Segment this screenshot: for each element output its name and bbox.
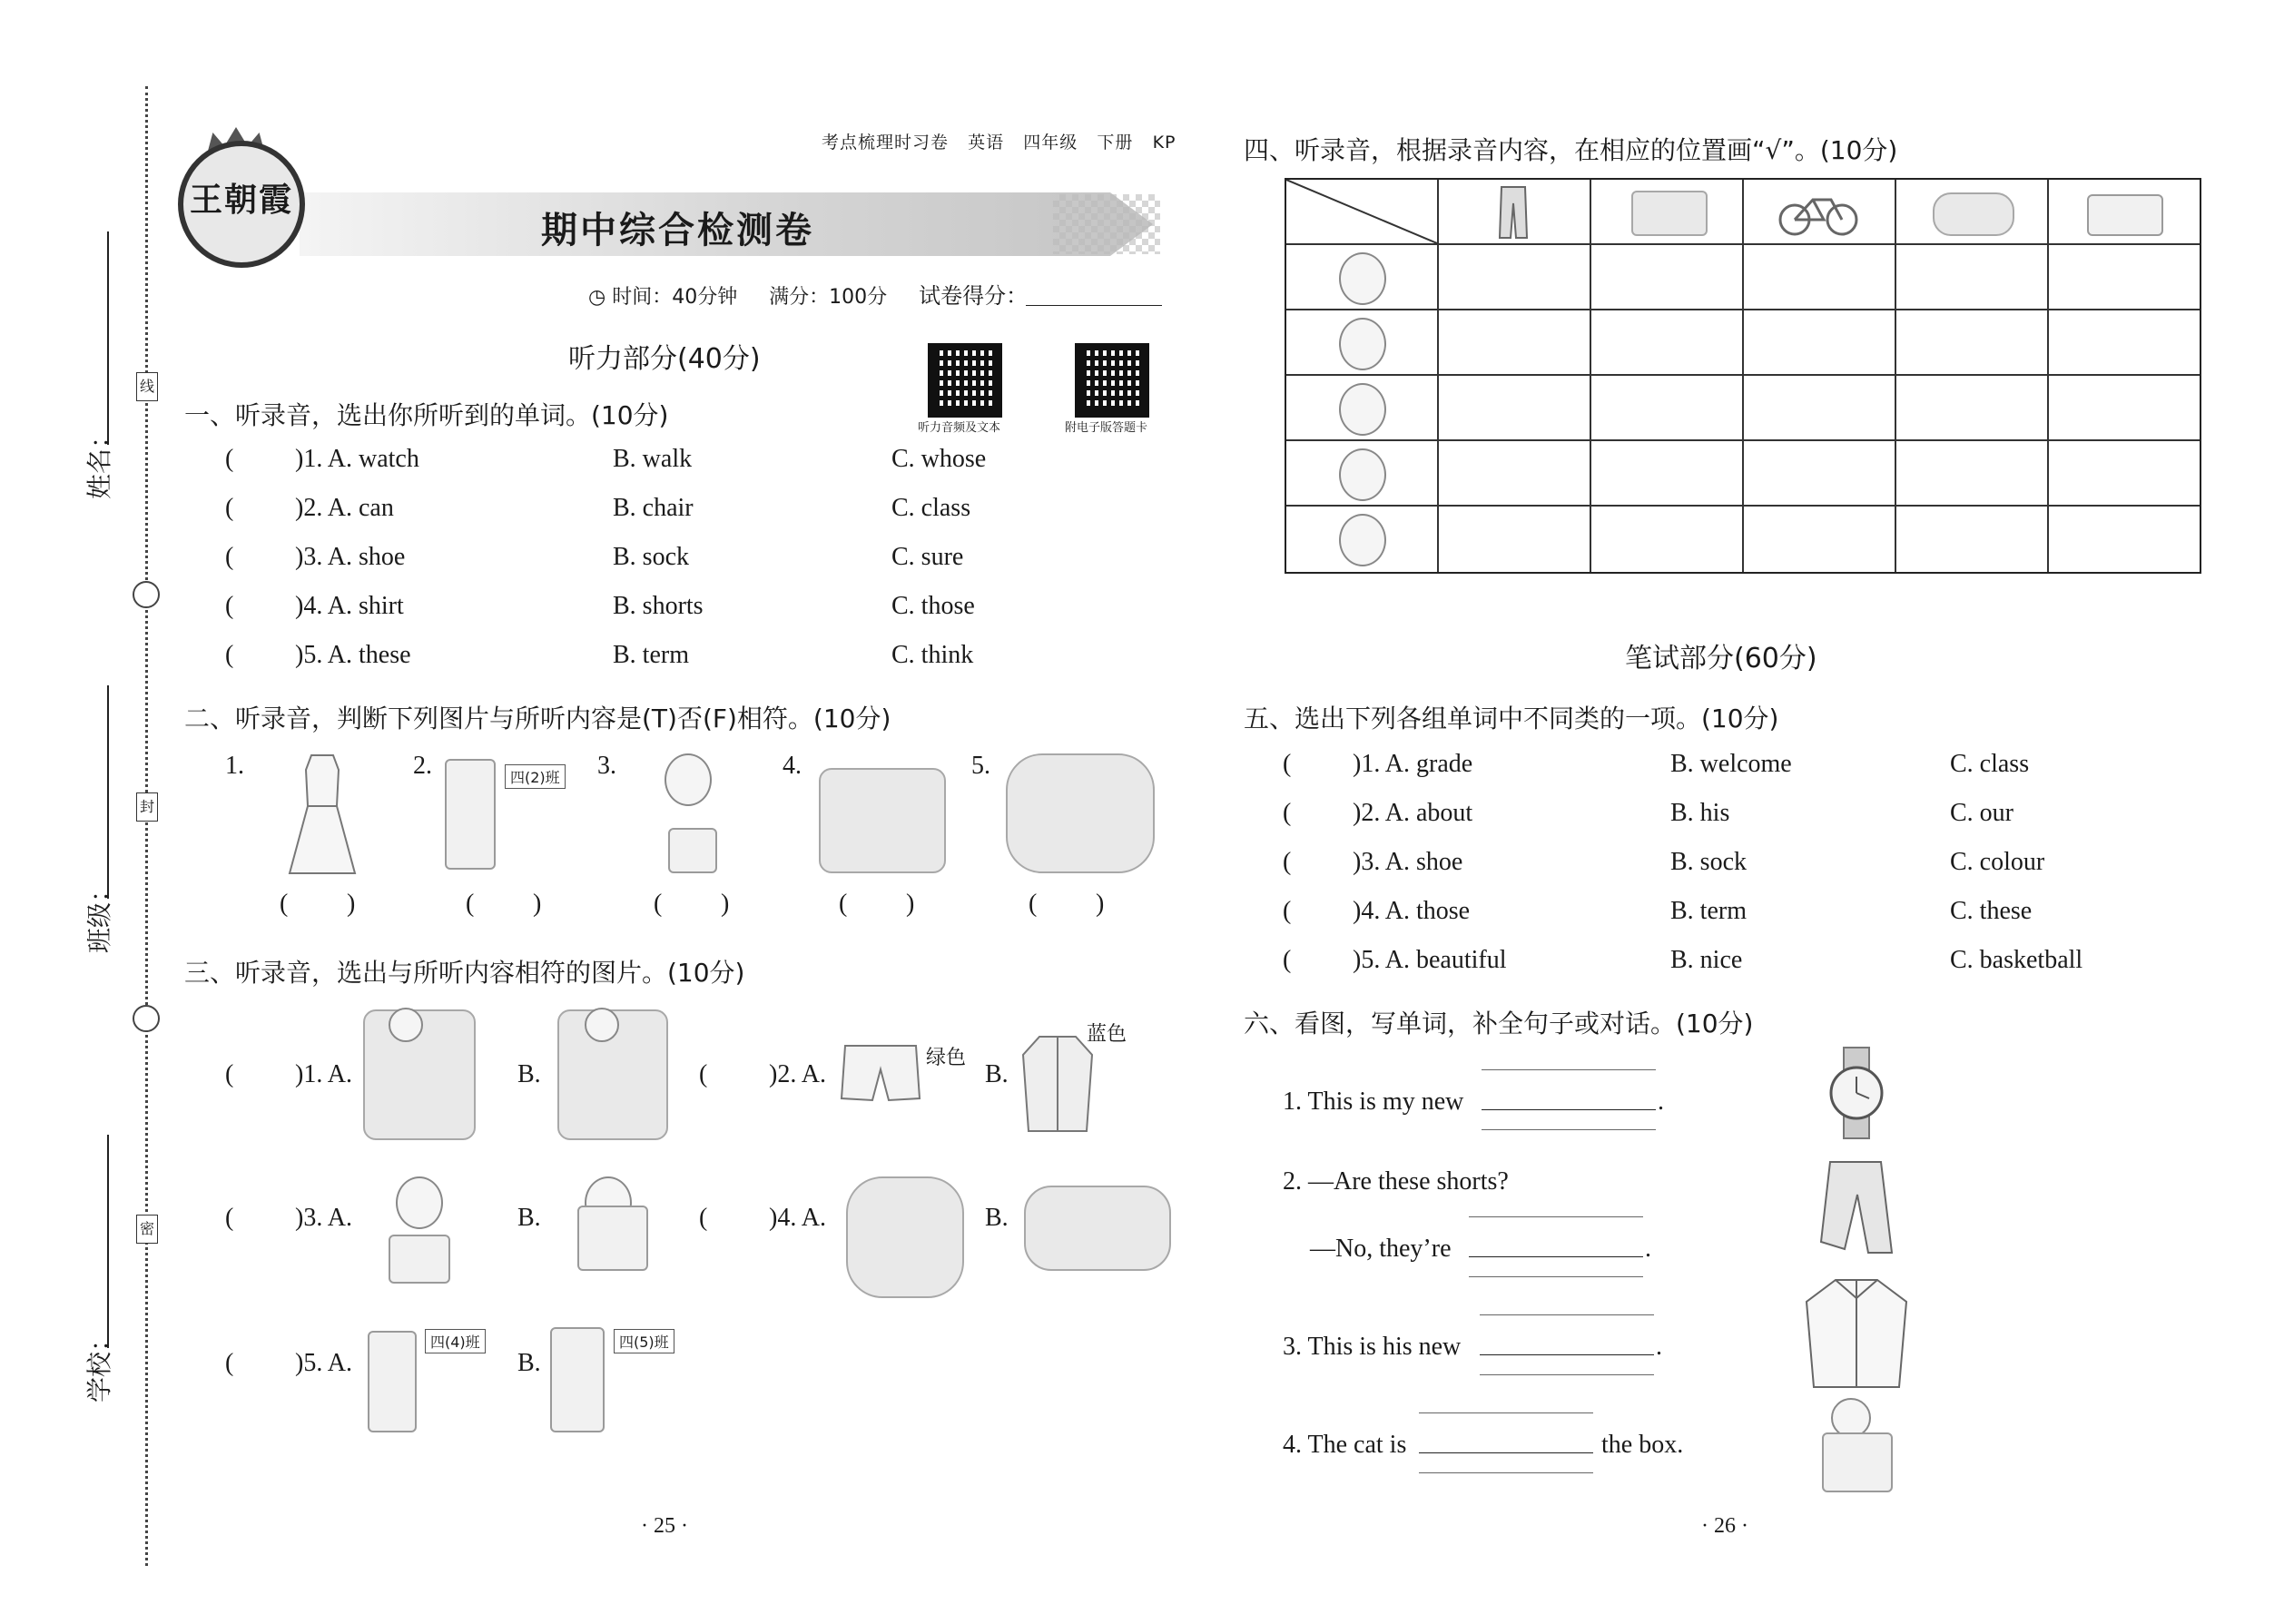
binding-dashed-line (145, 86, 148, 1566)
option-c: C. class (891, 494, 971, 522)
answer-paren[interactable]: ( (225, 494, 234, 522)
puppies-image (846, 1176, 964, 1298)
picture-number: 5. (971, 752, 990, 780)
header-meta (822, 129, 1176, 153)
dress-image (286, 752, 359, 879)
option-a: )3. A. shoe (295, 543, 406, 571)
option-a: )1. A. watch (295, 445, 419, 473)
box-image-b (577, 1206, 648, 1271)
answer-field-3[interactable] (1480, 1354, 1654, 1355)
score-field[interactable] (1026, 305, 1162, 306)
answer-paren[interactable]: ( (466, 890, 475, 918)
clock-icon: ◷ (588, 286, 606, 309)
thought-bubble-icon (389, 1008, 423, 1042)
option-b: B. nice (1670, 946, 1743, 974)
question-4-text: 4. The cat is (1283, 1431, 1407, 1459)
option-c: C. basketball (1950, 946, 2083, 974)
option-c: C. class (1950, 750, 2030, 778)
answer-paren[interactable]: ( (1283, 750, 1292, 778)
writing-guide-line (1419, 1412, 1593, 1413)
door-image-b (550, 1327, 605, 1432)
answer-paren[interactable]: ( (280, 890, 289, 918)
qr-caption-answer-sheet: 附电子版答题卡 (1065, 421, 1148, 435)
tigers-image (1024, 1186, 1171, 1271)
london-bigben-image (819, 768, 946, 873)
school-write-line (107, 1135, 109, 1348)
logo-text: 王朝霞 (189, 182, 293, 219)
man-face-icon (1339, 252, 1386, 305)
answer-paren[interactable]: ( (699, 1204, 708, 1232)
diagonal-header (1286, 180, 1437, 243)
writing-guide-line (1419, 1472, 1593, 1473)
section-3-title: 三、听录音，选出与所听内容相符的图片。(10分) (184, 958, 745, 988)
option-b: B. his (1670, 799, 1730, 827)
grade: 四年级 (1023, 133, 1078, 153)
watch-image (1820, 1046, 1893, 1140)
exam-info (588, 278, 1028, 310)
name-write-line (107, 231, 109, 445)
option-c: C. think (891, 641, 974, 669)
seal-mark-seal: 封 (136, 792, 158, 822)
answer-paren[interactable]: ( (839, 890, 848, 918)
edition: KP (1152, 133, 1177, 153)
option-a: )4. A. shirt (295, 592, 404, 620)
answer-paren[interactable]: ( (225, 543, 234, 571)
picture-number: 3. (597, 752, 616, 780)
answer-paren[interactable]: ( (225, 1349, 234, 1377)
close-paren: ) (533, 890, 542, 918)
close-paren: ) (906, 890, 915, 918)
shirt-image (1797, 1275, 1915, 1393)
box-image (668, 828, 717, 873)
subject: 英语 (968, 133, 1005, 153)
option-c: C. sure (891, 543, 964, 571)
thought-bubble-icon (585, 1008, 619, 1042)
question-4-tail: the box. (1601, 1431, 1684, 1459)
listening-part-title: 听力部分(40分) (568, 343, 761, 375)
class-sign-a: 四(4)班 (425, 1329, 486, 1353)
option-b-label: B. (985, 1060, 1009, 1088)
writing-guide-line (1480, 1314, 1654, 1315)
box-image-a (389, 1235, 450, 1284)
option-b: B. sock (1670, 848, 1747, 876)
bicycle-icon (1777, 189, 1860, 236)
school-label: 学校： (84, 1325, 114, 1403)
color-note-green: 绿色 (926, 1047, 967, 1069)
seal-mark-secret: 密 (136, 1215, 158, 1244)
desk-icon (2087, 194, 2163, 236)
option-b: B. welcome (1670, 750, 1792, 778)
answer-paren[interactable]: ( (1283, 848, 1292, 876)
answer-paren[interactable]: ( (1283, 946, 1292, 974)
option-b: B. walk (613, 445, 693, 473)
picture-number: 1. (225, 752, 244, 780)
question-3-text: 3. This is his new (1283, 1333, 1462, 1361)
boy-image (665, 753, 712, 806)
option-b-label: B. (517, 1204, 541, 1232)
answer-paren[interactable]: ( (1283, 897, 1292, 925)
option-c: C. these (1950, 897, 2033, 925)
answer-paren[interactable]: ( (654, 890, 663, 918)
option-c: C. those (891, 592, 975, 620)
option-a: )3. A. shoe (1353, 848, 1463, 876)
class-label: 班级： (84, 876, 114, 953)
section-1-title: 一、听录音，选出你所听到的单词。(10分) (184, 400, 669, 430)
question-1-text: 1. This is my new (1283, 1088, 1464, 1116)
page-number-left: · 25 · (641, 1514, 688, 1538)
section-5-title: 五、选出下列各组单词中不同类的一项。(10分) (1244, 704, 1779, 733)
writing-guide-line (1482, 1069, 1656, 1070)
trousers-image (1817, 1158, 1895, 1258)
answer-paren[interactable]: ( (225, 1204, 234, 1232)
qr-caption-audio: 听力音频及文本 (918, 421, 1001, 435)
option-b-label: B. (985, 1204, 1009, 1232)
close-paren: ) (1096, 890, 1105, 918)
door-image (445, 759, 496, 870)
series-name: 考点梳理时习卷 (822, 133, 950, 153)
name-label: 姓名： (84, 422, 114, 499)
option-a: )5. A. beautiful (1353, 946, 1507, 974)
writing-guide-line (1480, 1374, 1654, 1375)
option-a: )2. A. can (295, 494, 394, 522)
answer-paren[interactable]: ( (225, 445, 234, 473)
door-image-a (368, 1331, 417, 1432)
writing-part-title: 笔试部分(60分) (1625, 643, 1817, 674)
answer-paren[interactable]: ( (225, 1060, 234, 1088)
volume: 下册 (1097, 133, 1134, 153)
page-title: 期中综合检测卷 (541, 210, 814, 251)
option-c: C. colour (1950, 848, 2045, 876)
question-label: )1. A. (295, 1060, 352, 1088)
class-sign-b: 四(5)班 (614, 1329, 674, 1353)
option-b: B. chair (613, 494, 694, 522)
writing-guide-line (1469, 1276, 1643, 1277)
page-number-right: · 26 · (1701, 1514, 1748, 1538)
section-2-title: 二、听录音，判断下列图片与所听内容是(T)否(F)相符。(10分) (184, 704, 891, 733)
option-b: B. sock (613, 543, 689, 571)
birds-icon (1933, 192, 2014, 236)
class-write-line (107, 685, 109, 899)
picture-number: 2. (413, 752, 432, 780)
answer-paren[interactable]: ( (1283, 799, 1292, 827)
woman-face-icon (1339, 448, 1386, 501)
close-paren: ) (721, 890, 730, 918)
option-b: B. term (613, 641, 689, 669)
answer-paren[interactable]: ( (699, 1060, 708, 1088)
box-image (1822, 1432, 1893, 1492)
jacket-image (1021, 1033, 1094, 1135)
question-2-reply: —No, they’re (1310, 1235, 1452, 1263)
question-label: )2. A. (769, 1060, 826, 1088)
score-label: 试卷得分： (919, 283, 1029, 309)
brand-logo (178, 141, 305, 268)
option-a: )2. A. about (1353, 799, 1473, 827)
writing-guide-line (1482, 1129, 1656, 1130)
qr-code-audio[interactable] (928, 343, 1002, 418)
kid-image-a (396, 1176, 443, 1229)
color-note-blue: 蓝色 (1087, 1023, 1127, 1046)
grandma-face-icon (1339, 383, 1386, 436)
trousers-icon (1498, 185, 1529, 240)
section-6-title: 六、看图，写单词，补全句子或对话。(10分) (1244, 1009, 1754, 1038)
answer-paren[interactable]: ( (1029, 890, 1038, 918)
class-sign: 四(2)班 (505, 764, 566, 789)
girl-face-icon (1339, 514, 1386, 566)
answer-field-2[interactable] (1469, 1256, 1643, 1257)
question-2-text: 2. —Are these shorts? (1283, 1167, 1509, 1196)
option-a: )5. A. these (295, 641, 411, 669)
question-label: )5. A. (295, 1349, 352, 1377)
question-label: )4. A. (769, 1204, 826, 1232)
shorts-image (840, 1042, 921, 1106)
period: . (1645, 1235, 1651, 1263)
banner-checker-pattern (1053, 194, 1160, 254)
full-score: 满分：100分 (769, 286, 888, 309)
period: . (1658, 1088, 1664, 1116)
answer-paren[interactable]: ( (225, 641, 234, 669)
qr-code-answer-sheet[interactable] (1075, 343, 1149, 418)
margin-ornament-icon (133, 1005, 160, 1032)
seal-mark-line: 线 (136, 372, 158, 401)
section-4-title: 四、听录音，根据录音内容，在相应的位置画“√”。(10分) (1244, 135, 1898, 165)
boy-face-icon (1339, 318, 1386, 370)
option-a: )4. A. those (1353, 897, 1471, 925)
question-label: )3. A. (295, 1204, 352, 1232)
answer-field-4[interactable] (1419, 1452, 1593, 1453)
writing-guide-line (1469, 1216, 1643, 1217)
answer-paren[interactable]: ( (225, 592, 234, 620)
option-b: B. term (1670, 897, 1747, 925)
period: . (1656, 1333, 1662, 1361)
time-limit: 时间：40分钟 (612, 286, 738, 309)
picture-number: 4. (783, 752, 802, 780)
elephants-image (1006, 753, 1155, 873)
margin-ornament-icon (133, 581, 160, 608)
option-c: C. our (1950, 799, 2013, 827)
option-c: C. whose (891, 445, 987, 473)
check-grid (1285, 178, 2201, 574)
answer-field-1[interactable] (1482, 1109, 1656, 1110)
option-b: B. shorts (613, 592, 704, 620)
option-b-label: B. (517, 1060, 541, 1088)
close-paren: ) (347, 890, 356, 918)
bridge-scene-icon (1631, 191, 1708, 236)
option-b-label: B. (517, 1349, 541, 1377)
option-a: )1. A. grade (1353, 750, 1473, 778)
